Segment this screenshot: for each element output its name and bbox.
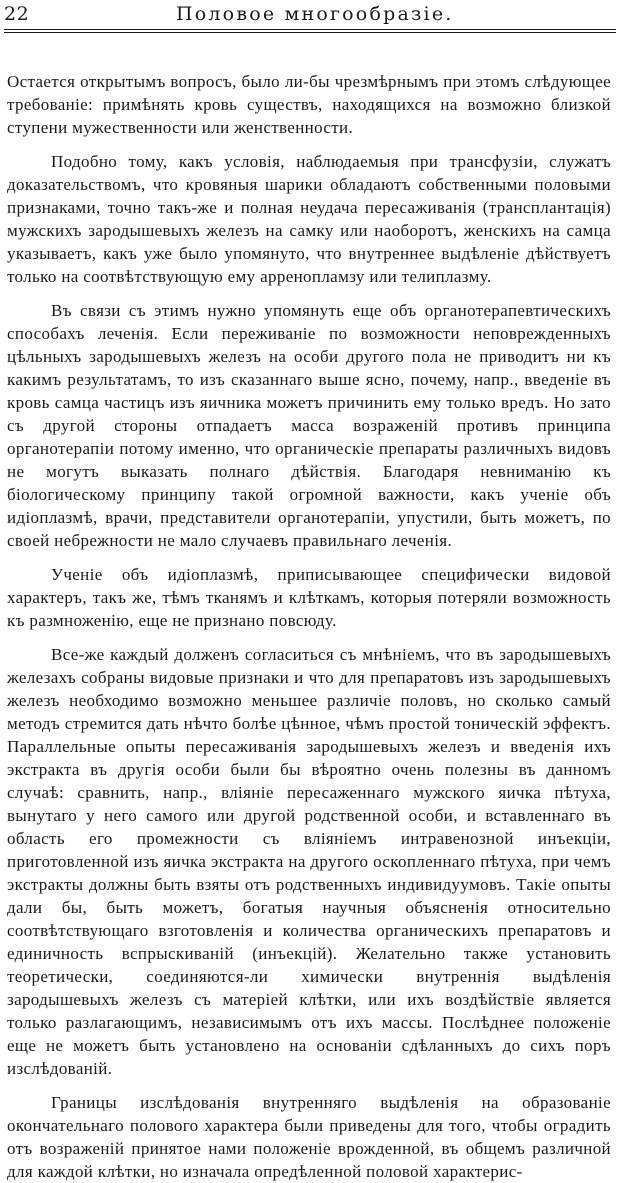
body-text [7, 70, 611, 1183]
header-rule-bottom [4, 32, 616, 33]
paragraph: Ученіе объ идіоплазмѣ, приписывающее специфически видовой характеръ, такъ же, тѣмъ тканямъ и клѣткамъ, которыя потеряли возможность къ размноженію, еще не признано повсюду. [7, 565, 611, 630]
page-header [0, 0, 620, 32]
paragraph: Границы изслѣдованія внутренняго выдѣленія на образованіе окончательнаго полового характера были приведены для того, чтобы оградить отъ возраженій принятое нами положеніе врожденной, въ общемъ различной для каждой клѣтки, но изначала опредѣленной половой характерис- [7, 1093, 611, 1181]
paragraph: Въ связи съ этимъ нужно упомянуть еще объ органотерапевтическихъ способахъ леченія. Если переживаніе по возможности неповрежденныхъ цѣльныхъ зародышевыхъ железъ на особи другого пола не приводитъ ни къ какимъ результатамъ, то изъ сказаннаго выше ясно, почему, напр., введеніе въ кровь самца частицъ изъ яичника можетъ причинить ему только вредъ. Но зато съ другой стороны отпадаетъ масса возраженій противъ принципа органотерапіи потому именно, что органическіе препараты различныхъ видовъ не могутъ выказать полнаго дѣйствія. Благодаря невниманію къ біологическому принципу такой огромной важности, какъ ученіе объ идіоплазмѣ, врачи, представители органотерапіи, упустили, быть можетъ, по своей небрежности не мало случаевъ правильнаго леченія. [7, 301, 611, 550]
paragraph: Все-же каждый долженъ согласиться съ мнѣніемъ, что въ зародышевыхъ железахъ собраны видовые признаки и что для препаратовъ изъ зародышевыхъ железъ необходимо возможно меньшее различіе половъ, но сколько самый методъ стремится дать нѣчто болѣе цѣнное, чѣмъ простой тоническій эффектъ. Параллельные опыты пересаживанія зародышевыхъ железъ и введенія ихъ экстракта въ другія особи были бы вѣроятно очень полезны въ данномъ случаѣ: сравнить, напр., вліяніе пересаженнаго мужского яичка пѣтуха, вынутаго у него самого или другой родственной особи, и вставленнаго въ область его промежности съ вліяніемъ интравенозной инъекціи, приготовленной изъ яичка экстракта на другого оскопленнаго пѣтуха, при чемъ экстракты должны быть взяты отъ родственныхъ индивидуумовъ. Такіе опыты дали бы, быть можетъ, богатыя научныя объясненія относительно соотвѣтствующаго взготовленія и количества органическихъ препаратовъ и единичность вспрыскиваній (инъекцій). Желательно также установить теоретически, соединяются-ли химически внутреннія выдѣленія зародышевыхъ железъ съ матеріей клѣтки, или ихъ воздѣйствіе является только разлагающимъ, независимымъ отъ ихъ массы. Послѣднее положеніе еще не можетъ быть установлено на основаніи сдѣланныхъ до сихъ поръ изслѣдованій. [7, 645, 611, 1078]
paragraph: Подобно тому, какъ условія, наблюдаемыя при трансфузіи, служатъ доказательствомъ, что кровяныя шарики обладаютъ собственными половыми признаками, точно такъ-же и полная неудача пересаживанія (трансплантація) мужскихъ зародышевыхъ железъ на самку или наоборотъ, женскихъ на самца указываетъ, какъ уже было упомянуто, что внутреннее выдѣленіе дѣйствуетъ только на соотвѣтствующую ему арренопламзу или телиплазму. [7, 152, 611, 286]
paragraph: Остается открытымъ вопросъ, было ли-бы чрезмѣрнымъ при этомъ слѣдующее требованіе: примѣнять кровь существъ, находящихся на возможно близкой ступени мужественности или женственности. [7, 72, 611, 137]
header-rule-top [4, 29, 616, 30]
page-number: 22 [4, 3, 30, 25]
running-title: Половое многообразіе. [176, 3, 454, 25]
